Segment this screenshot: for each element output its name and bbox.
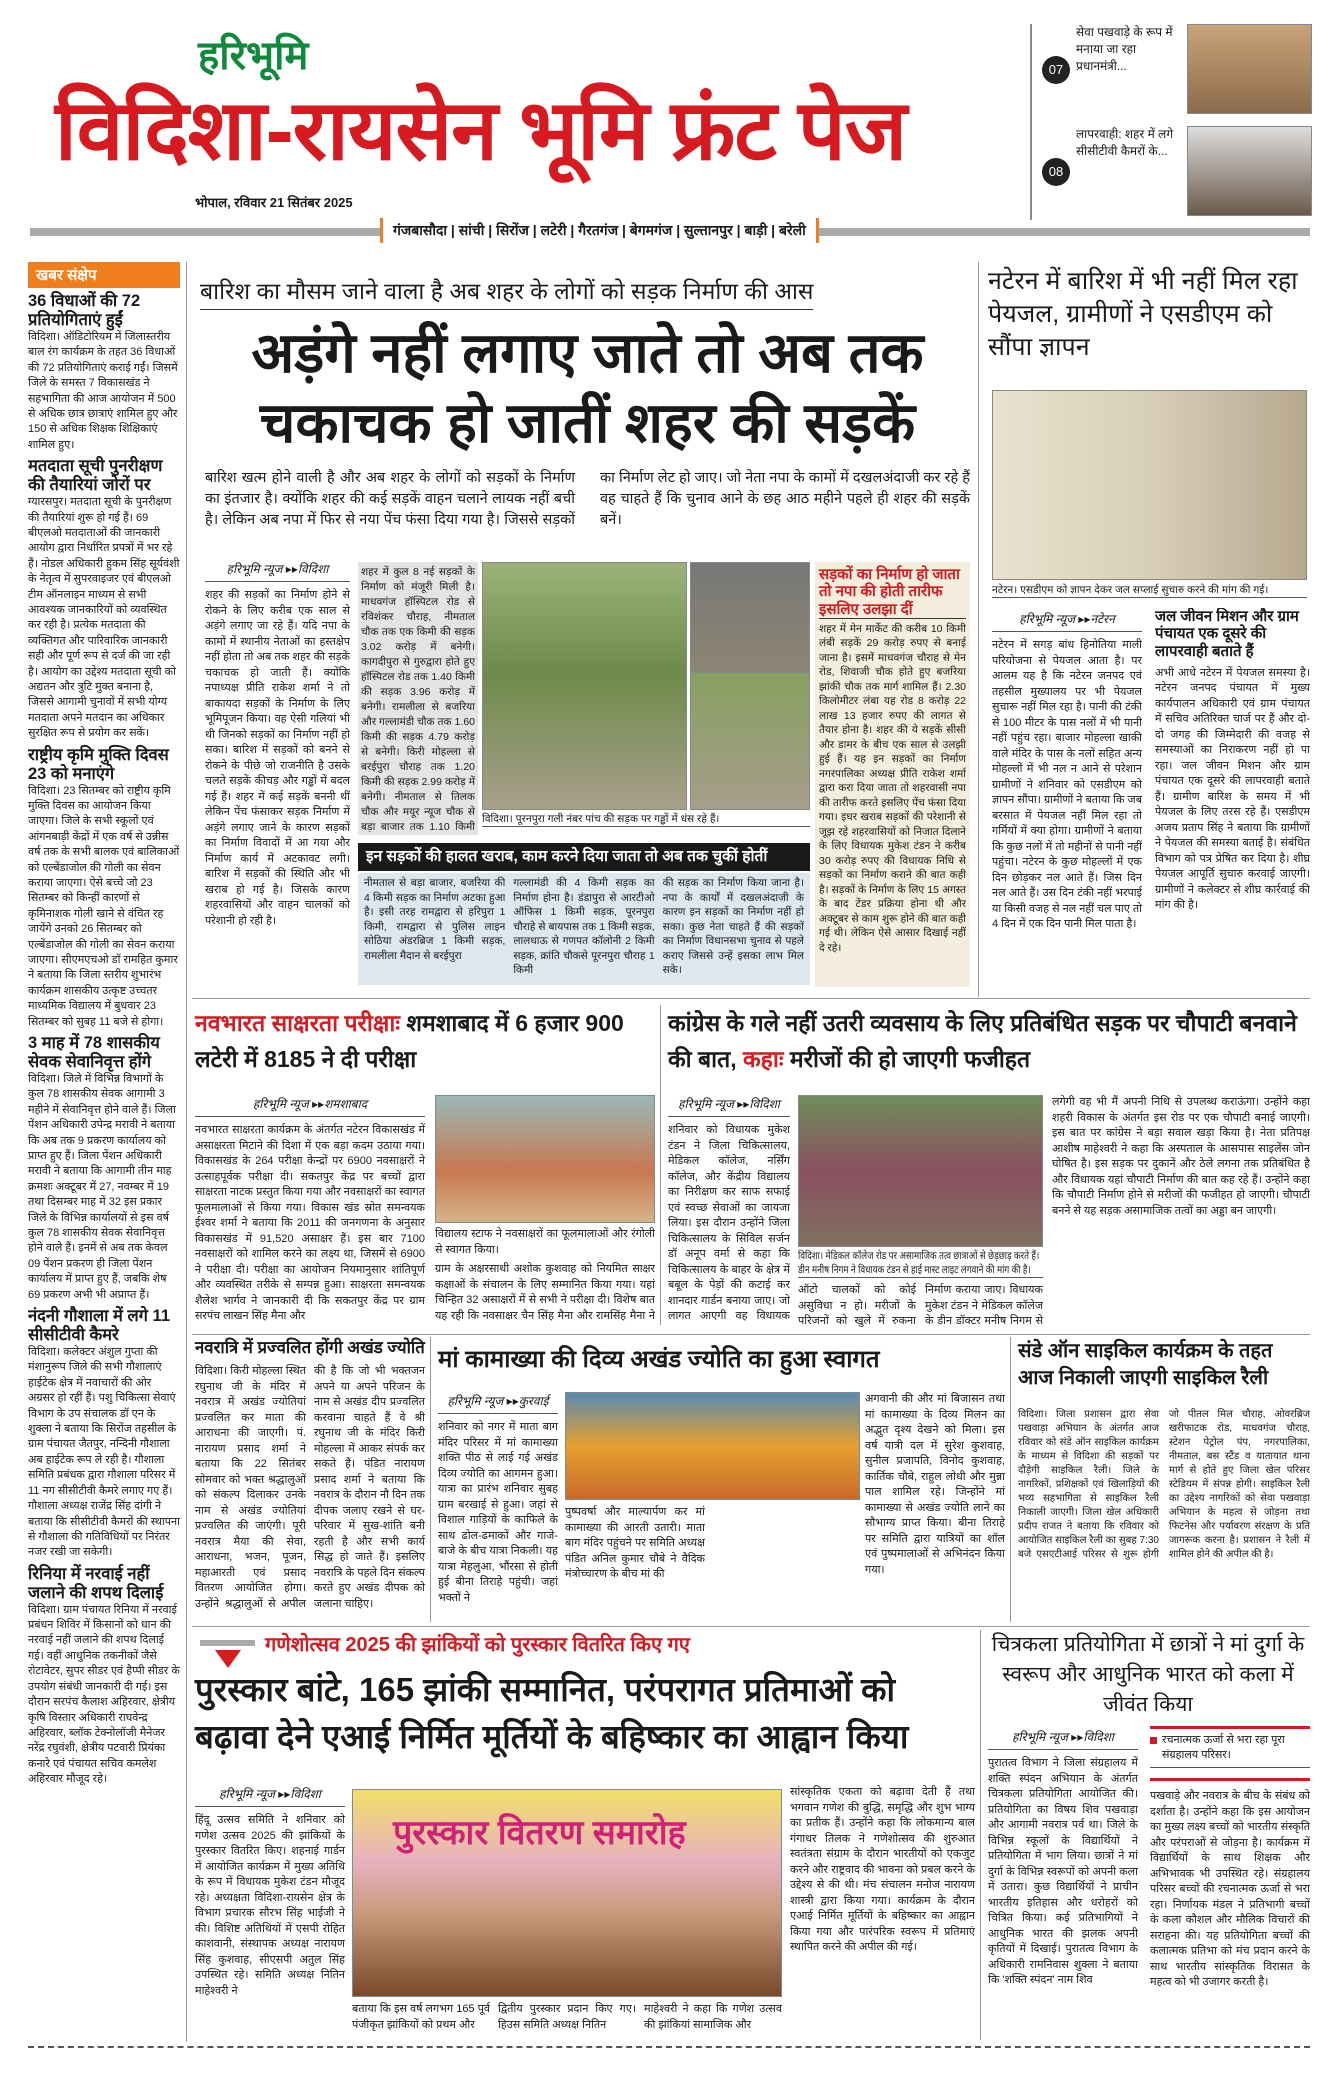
column-divider	[1010, 1337, 1011, 1622]
literacy-body: नवभारत साक्षरता कार्यक्रम के अंतर्गत नटेरन विकासखंड में असाक्षरता मिटाने की दिशा में एक बड़ा कदम उठाया गया। विकासखंड के 264 परीक्षा केन्द्रों पर 6900 नवसाक्षरों ने उत्साहपूर्वक परीक्षा दी। सकतपुर केंद्र पर बच्चों द्वारा साक्षरता नाटक प्रस्तुत किया गया और नवसाक्षरों का स्वागत फूलमालाओं से किया गया। विकास खंड स्रोत समन्वयक ईश्वर शर्मा ने बताया कि 2011 की जनगणना के अनुसार विकासखंड में 91,520 असाक्षर हैं। इस बार 7100 नवसाक्षरों को शामिल करने का लक्ष्य था, जिसमें से 6900 ने परीक्षा दी। परीक्षा का आयोजन नियमानुसार शांतिपूर्ण और व्यवस्थित तरीके से सम्पन्न हुआ। साक्षरता समन्वयक शैलेश भार्गव ने जानकारी दी कि सकतपुर केंद्र पर ग्राम सरपंच लाखन सिंह मैना और	[195, 1124, 425, 1322]
brief-headline[interactable]: रिनिया में नरवाई नहीं जलाने की शपथ दिलाई	[28, 1564, 164, 1602]
analysis-box-headline: सड़कों का निर्माण हो जाता तो नपा की होती तारीफ इसलिए उलझा दीं	[819, 566, 966, 619]
brief-headline[interactable]: 3 माह में 78 शासकीय सेवक सेवानिवृत्त होंगे	[28, 1034, 160, 1072]
teaser-text: लापरवाही: शहर में लगे सीसीटीवी कैमरों के...	[1076, 127, 1174, 158]
brief-body: विदिशा। जिले में विभिन्न विभागों के कुल 78 शासकीय सेवक आगामी 3 महीने में सेवानिवृत्त होने वाले हैं। जिला पेंशन अधिकारी उपेन्द्र मरावी ने बताया कि अब तक 9 प्रकरण कार्यालय को प्राप्त हुए हैं। जिला पेंशन अधिकारी मरावी ने बताया कि आगामी तीन माह क्रमशः अक्टूबर में 27, नवम्बर में 19 तथा दिसम्बर माह में 32 इस प्रकार जिले के विभिन्न कार्यालयों से इस वर्ष कुल 78 शासकीय सेवक सेवानिवृत्त होने वाले हैं। इनमें से अब तक केवल 09 पेंशन प्रकरण ही जिला पेंशन कार्यालय में प्राप्त हुए हैं, जबकि शेष 69 प्रकरण अभी भी अप्राप्त हैं।	[28, 1073, 176, 1301]
inspection-photo	[798, 1095, 1043, 1247]
photo-caption: विदिशा। मेडिकल कॉलेज रोड पर असामाजिक तत्व छात्राओं से छेड़छाड़ करते हैं। डीन मनीष निगम ने विधायक टंडन से हाई मास्ट लाइट लगवाने की मांग की है।	[798, 1249, 1043, 1278]
column-divider	[660, 1005, 661, 1325]
congress-body: निर्माण कराया जाए। विधायक मुकेश टंडन ने मेडिकल कॉलेज के डीन डॉक्टर मनीष निगम से	[925, 1284, 1043, 1327]
separator: |	[767, 222, 779, 238]
analysis-box	[815, 562, 970, 987]
brief-headline[interactable]: राष्ट्रीय कृमि मुक्ति दिवस 23 को मनाएंगे	[28, 745, 169, 783]
chitrakala-body: पुरातत्व विभाग ने जिला संग्रहालय में शक्ति स्पंदन अभियान के अंतर्गत चित्रकला प्रतियोगिता आयोजित की। प्रतियोगिता का विषय शिव पखवाड़ा और आगामी नवरात्र पर्व था। जिले के विभिन्न स्कूलों के विद्यार्थियों ने प्रतियोगिता में भाग लिया। छात्रों ने मां दुर्गा के विभिन्न स्वरूपों को अपनी कला में उतारा। कुछ विद्यार्थियों ने प्राचीन भारतीय इतिहास और धरोहरों को चित्रित किया। कई प्रतिभागियों ने आधुनिक भारत की झलक अपनी कृतियों में दिखाई। पुरातत्व विभाग के अधिकारी रामनिवास शुक्ला ने बताया कि 'शक्ति स्पंदन' नाम शिव	[988, 1757, 1138, 1986]
lead-kicker: बारिश का मौसम जाने वाला है अब शहर के लोगों को सड़क निर्माण की आस	[200, 276, 813, 310]
teaser-photo	[1187, 24, 1312, 114]
damaged-road-photo	[690, 562, 810, 672]
brief-body: ग्यारसपुर। मतदाता सूची के पुनरीक्षण की तैयारियां शुरू हो गई हैं। 69 बीएलओ मतदाताओं की जानकारी आयोग द्वारा निर्धारित प्रपत्रों में भर रहे हैं। नोडल अधिकारी हुकम सिंह सूर्यवंशी के नेतृत्व में सुपरवाइजर एवं बीएलओ टीम ऑनलाइन माध्यम से सभी आवश्यक जानकारियों को व्यवस्थित कर रही है। प्रत्येक मतदाता की व्यक्तिगत और पारिवारिक जानकारी सही और पूर्ण रूप से दर्ज की जा रही है। आयोग का उद्देश्य मतदाता सूची को अद्यतन और त्रुटि मुक्त बनाना है, जिससे आगामी चुनावों में सभी योग्य मतदाता अपने मतदान का अधिकार सुरक्षित रूप से प्रयोग कर सकें।	[28, 496, 180, 740]
roads-banner: इन सड़कों की हालत खराब, काम करने दिया जाता तो अब तक चुकीं होतीं	[366, 848, 768, 865]
teaser-text: सेवा पखवाड़े के रूप में मनाया जा रहा प्रधानमंत्री...	[1076, 25, 1173, 73]
road-pothole-photo	[482, 562, 687, 810]
kamakhya-headline[interactable]: मां कामाख्या की दिव्य अखंड ज्योति का हुआ स्वागत	[438, 1346, 880, 1373]
headline-text: कांग्रेस के गले नहीं उतरी व्यवसाय के लिए प्रतिबंधित सड़क पर चौपाटी बनवाने की बात,	[668, 1010, 1297, 1072]
congress-body: शनिवार को विधायक मुकेश टंडन ने जिला चिकित्सालय, मेडिकल कॉलेज, नर्सिंग कॉलेज, और केंद्रीय विद्यालय का निरीक्षण कर साफ सफाई एवं स्वच्छ सेवाओं का जायजा लिया। इस दौरान उन्होंने जिला चिकित्सालय के सिविल सर्जन डॉ अनूप वर्मा से कहा कि चिकित्सालय के बाहर के क्षेत्र में बबूल के पेड़ों की कटाई कर शानदार गार्डन बनाया जाए। जो लागत आएगी वह विधायक	[668, 1124, 790, 1322]
separator: |	[528, 222, 541, 238]
brief-headline[interactable]: मतदाता सूची पुनरीक्षण की तैयारियां जोरों पर	[28, 457, 163, 495]
brief-body: विदिशा। कलेक्टर अंशुल गुप्ता की मंशानुरूप जिले की सभी गौशालाएं हाईटेक क्षेत्र में नवाचारों की ओर अग्रसर हो रहीं हैं। पशु चिकित्सा सेवाएं विभाग के उप संचालक डॉ एन के शुक्ला ने बताया कि सिरोंज तहसील के ग्राम पंचायत जैतपुर, नन्दिनी गौशाला अब हाईटेक रूप ले रही है। गौशाला समिति प्रबंधक द्वारा गौशाला परिसर में 11 नग सीसीटीवी कैमरे लगाए गए हैं। गौशाला अध्यक्ष राजेंद्र सिंह दांगी ने बताया कि सीसीटीवी कैमरों की स्थापना से गौशाला की गतिविधियों पर निरंतर नजर रखी जा सकेगी।	[28, 1346, 180, 1559]
memorandum-photo	[992, 390, 1307, 580]
page-footer-rule	[28, 2046, 1310, 2048]
brief-headline[interactable]: नंदनी गौशाला में लगे 11 सीसीटीवी कैमरे	[28, 1307, 170, 1345]
brief-headline[interactable]: 36 विधाओं की 72 प्रतियोगिताएं हुईं	[28, 292, 141, 329]
pull-quote-text: रचनात्मक ऊर्जा से भरा रहा पूरा संग्रहालय परिसर।	[1162, 1734, 1285, 1761]
congress-body: लगेगी वह भी मैं अपनी निधि से उपलब्ध कराऊंगा। उन्होंने कहा शहरी विकास के अंतर्गत इस रोड पर एक चौपाटी बनाई जाएगी। इस बात पर कांग्रेस ने बड़ा सवाल खड़ा किया है। नेता प्रतिपक्ष आशीष माहेश्वरी ने कहा कि अस्पताल के आसपास साइलेंस जोन घोषित है। इस सड़क पर दुकानें और ठेले लगना तक प्रतिबंधित है और विधायक यहां चौपाटी निर्माण की बात कह रहे हैं। उन्होंने कहा कि चौपाटी निर्माण होने से मरीजों की फजीहत हो जाएगी। चौपाटी बनने से यह सड़क असामाजिक तत्वों का अड्डा बन जाएगी।	[1052, 1096, 1310, 1217]
chevron-icon	[200, 1640, 255, 1646]
roads-sidebox: शहर में कुल 8 नई सड़कों के निर्माण को मंजूरी मिली है। माधवगंज हॉस्पिटल रोड से रविशंकर चौराह, नीमताल चौक तक एक किमी की सड़क 3.02 करोड़ में बनेगी। कागदीपुरा से गुरुद्वारा होते हुए हॉस्पिटल रोड तक 1.40 किमी की सड़क 3.96 करोड़ में बनेगी। रामलीला से बजरिया और गल्लामंडी चौक तक 1.60 किमी की सड़क 4.79 करोड़ से बनेगी। किरी मोहल्ला से बरईपुरा चौराह तक 1.20 किमी की सड़क 2.99 करोड़ में बनेगी। नीमताल से तिलक चौक और मयूर न्यूज चौक से बड़ा बाजार तक 1.10 किमी	[358, 562, 478, 835]
kamakhya-body: शनिवार को नगर में माता बाग मंदिर परिसर में मां कामाख्या शक्ति पीठ से लाई गई अखंड दिव्य ज्योति का आगमन हुआ। यात्रा का प्रारंभ शनिवार सुबह ग्राम बरखाई से हुआ। जहां से विशाल गाड़ियों के काफिले के साथ ढोल-ढमाकों और गाजे-बाजे के बीच यात्रा निकली। यह यात्रा मेहलुआ, भौंरसा से होती हुई बीना तिराहे पहुंची। जहां भक्तों ने	[438, 1421, 558, 1604]
nateran-headline[interactable]: नटेरन में बारिश में भी नहीं मिल रहा पेयजल, ग्रामीणों ने एसडीएम को सौंपा ज्ञापन	[988, 267, 1298, 361]
locality-link[interactable]: गैरतगंज	[578, 222, 619, 238]
column-divider	[430, 1337, 431, 1622]
headline-text: शमशाबाद में 6 हजार 900 लटेरी में 8185 ने दी परीक्षा	[195, 1010, 624, 1072]
masthead-logo[interactable]: हरिभूमि	[198, 34, 309, 78]
photo-caption: विद्यालय स्टाफ ने नवसाक्षरों का फूलमालाओं और रंगोली से स्वागत किया।	[435, 1228, 655, 1256]
pull-quote	[1150, 1726, 1310, 2040]
photo-caption: विदिशा। पूरनपुरा गली नंबर पांच की सड़क पर गड्ढों में धंस रहे हैं।	[482, 812, 810, 827]
locality-link[interactable]: सिरोंज	[496, 222, 529, 238]
brief-body: विदिशा। 23 सितम्बर को राष्ट्रीय कृमि मुक्ति दिवस का आयोजन किया जाएगा। जिले के सभी स्कूलों एवं आंगनबाड़ी केंद्रों में एक वर्ष से उन्नीस वर्ष तक के सभी बालक एवं बालिकाओं को एल्बेंडाजोल की गोली का सेवन कराया जाएगा। ऐसे बच्चे जो 23 सितम्बर को किन्हीं कारणों से कृमिनाशक गोली खाने से वंचित रह जायेंगे उनको 26 सितम्बर को एल्बेंडाजोल की गोली का सेवन कराया जाएगा। सीएमएचओ डॉ रामहित कुमार ने बताया कि जिला स्तरीय शुभारंभ कार्यक्रम शासकीय उत्कृष्ट उच्चतर माध्यमिक विद्यालय में बुधवार 23 सितम्बर को सुबह 11 बजे से होगा।	[28, 784, 180, 1028]
analysis-box-body: शहर में मेन मार्केट की करीब 10 किमी लंबी सड़कें 29 करोड़ रुपए से बनाई जाना है। इसमें माधवगंज चौराह से मेन रोड, शिवाजी चौक होते हुए बजरिया झांकी चौक तक मार्ग शामिल हैं। 2.30 किलोमीटर लंबा यह रोड 8 करोड़ 22 लाख 13 हजार रुपए की लागत से तैयार होना है। शहर की ये सड़कें सीसी और डामर के बीच एक साल से उलझी हुई हैं। यह इन सड़कों का निर्माण नगरपालिका अध्यक्ष प्रीति राकेश शर्मा द्वारा करा दिया जाता तो शहरवासी नपा की तारीफ करते इसलिए पेंच फंसा दिया गया। इधर खराब सड़कों की परेशानी से जूझ रहे शहरवासियों को निजात दिलाने के लिए विधायक मुकेश टंडन ने करीब 30 करोड़ रुपए की विधायक निधि से सड़कों का निर्माण कराने की बात कही है। सड़कों के निर्माण के लिए 15 अगस्त के बाद टेंडर प्रक्रिया होना थी और अक्टूबर से काम शुरू होने की बात कही गई थी। लेकिन ऐसे आसार दिखाई नहीं दे रहे।	[819, 622, 966, 954]
teaser-photo	[1187, 126, 1312, 216]
lead-headline[interactable]: अड़ंगे नहीं लगाए जाते तो अब तक चकाचक हो जातीं शहर की सड़कें	[251, 321, 924, 454]
ganesh-body: बताया कि इस वर्ष लगभग 165 पूर्व पंजीकृत झांकियों को प्रथम और	[352, 2003, 490, 2031]
nateran-body: नटेरन में सगड़ बांध हिनोतिया माली परियोजना से पेयजल आता है। पर आलम यह है कि नटेरन जनपद एवं तहसील मुख्यालय पर भी पेयजल सुचारू नहीं मिल रहा है। पानी की टंकी से 100 मीटर के पास नलों में भी पानी नहीं पहुंच रहा। बाजार मोहल्ला खाकी वाले मंदिर के पास के नलों सहित अन्य मोहल्लों में भी नल न आने से परेशान ग्रामीणों ने शनिवार को एसडीएम को ज्ञापन सौंपा। ग्रामीणों ने बताया कि जब बरसात में पेयजल नहीं मिल रहा तो गर्मियों में क्या होगा। ग्रामीणों ने बताया कि कुछ नलों में तो महीनों से पानी नहीं पहुंचा। नटेरन के कुछ मोहल्लों में एक दिन छोड़कर नल आते हैं। जिस दिन नल आते हैं। उस दिन टंकी नहीं भरपाई या किसी वजह से नल नहीं चल पाए तो 4 दिन में एक दिन पानी मिल पाता है।	[992, 639, 1142, 930]
byline: हरिभूमि न्यूज ▸▸विदिशा	[668, 1095, 790, 1117]
page-title: विदिशा-रायसेन भूमि फ्रंट पेज	[55, 83, 907, 177]
photo-caption: नटेरन। एसडीएम को ज्ञापन देकर जल सप्लाई सुचारु करने की मांग की गई।	[992, 583, 1307, 598]
separator: |	[447, 222, 459, 238]
page-number-badge: 07	[1042, 56, 1070, 84]
teaser-07[interactable]	[1042, 24, 1312, 118]
brief-body: विदिशा। ऑडिटोरियम में जिलास्तरीय बाल रंग कार्यक्रम के तहत 36 विधाओं की 72 प्रतियोगिताएं कराई गईं। जिसमें जिले के समस्त 7 विकासखंड ने सहभागिता की आज आयोजन में 500 से अधिक छात्र छात्राएं शामिल हुए और 150 से अधिक शिक्षक शिक्षिकाएं शामिल हुए।	[28, 330, 178, 451]
divider	[192, 1334, 1310, 1335]
locality-link[interactable]: लटेरी	[540, 222, 567, 238]
nateran-body: अभी आधे नटेरन में पेयजल समस्या है। नटेरन जनपद पंचायत में मुख्य कार्यपालन अधिकारी एवं ग्राम पंचायत में सचिव अतिरिक्त चार्ज पर हैं और दो-दो जगह की जिम्मेदारी की वजह से समस्याओं का निराकरण नहीं हो पा रहा। जल जीवन मिशन और ग्राम पंचायत एक दूसरे की लापरवाही बताते हैं। ग्रामीण बारिश के समय में भी पेयजल के लिए तरस रहे हैं। एसडीएम अजय प्रताप सिंह ने बताया कि ग्रामीणों ने पेयजल की समस्या बताई है। संबंधित विभाग को पत्र प्रेषित कर दिया है। शीघ्र पेयजल आपूर्ति सुचारु करवाई जाएगी। ग्रामीणों ने कलेक्टर से शीघ्र कार्रवाई की मांग की है।	[1155, 666, 1310, 912]
teasers	[1030, 24, 1315, 220]
ganesh-body: सांस्कृतिक एकता को बढ़ावा देती हैं तथा भगवान गणेश की बुद्धि, समृद्धि और शुभ भाग्य का प्रतीक हैं। उन्होंने कहा कि लोकमान्य बाल गंगाधर तिलक ने गणेशोत्सव की शुरुआत स्वतंत्रता संग्राम के दौरान भारतीयों को एकजुट करने और राष्ट्रवाद की भावना को प्रबल करने के उद्देश्य से की थी। मंच संचालन मनोज नारायण शास्त्री द्वारा किया गया। कार्यक्रम के दौरान एआई निर्मित मूर्तियों के बहिष्कार का आह्वान किया गया और पारंपरिक स्वरूप में प्रतिमाएं स्थापित करने की अपील की गई।	[790, 1786, 975, 1953]
roads-list-col: की सड़क का निर्माण किया जाना है। नपा के कार्यों में दखलअंदाजी के कारण इन सड़कों का निर्माण नहीं हो सका। कुछ नेता चाहते हैं की सड़कों का निर्माण विधानसभा चुनाव से पहले कराए जिससे उन्हें इसका लाभ मिल सके।	[662, 877, 804, 976]
roads-list-col: गल्लामंडी की 4 किमी सड़क का निर्माण होना है। डंडापुरा से आरटीओ ऑफिस 1 किमी सड़क, पूरनपुरा चौराहे से बायपास तक 1 किमी सड़क, लालधाऊ से गणपत कॉलोनी 2 किमी सड़क, क्रांति चौकसे पूरनपुरा चौराह 1 किमी	[513, 877, 655, 976]
congress-body: ऑटो चालकों को कोई असुविधा न हो। मरीजों के परिजनों को खुले में रुकना	[798, 1284, 916, 1327]
page-number-badge: 08	[1042, 158, 1070, 186]
news-briefs-column	[28, 262, 180, 2042]
divider	[192, 1626, 1310, 1627]
nateran-subhead: जल जीवन मिशन और ग्राम पंचायत एक दूसरे की लापरवाही बताते हैं	[1155, 608, 1299, 660]
teaser-08[interactable]	[1042, 126, 1312, 220]
literacy-body: ग्राम के अक्षरसाथी अशोक कुशवाह को नियमित साक्षर कक्षाओं के संचालन के लिए सम्मानित किया गया। यहां चिन्हित 32 असाक्षरों में से सभी ने परीक्षा दी। विशेष बात यह रही कि नवसाक्षर चैन सिंह मैना और रामसिंह मैना ने	[435, 1263, 655, 1322]
roads-list	[358, 873, 810, 985]
headline-label: कहाः	[743, 1046, 784, 1072]
ceremony-banner-text: पुरस्कार वितरण समारोह	[393, 1814, 686, 1852]
ganesh-headline[interactable]: पुरस्कार बांटे, 165 झांकी सम्मानित, परंपरागत प्रतिमाओं को बढ़ावा देने एआई निर्मित मूर्तियों के बहिष्कार का आह्वान किया	[195, 1671, 909, 1755]
literacy-headline[interactable]	[195, 1005, 655, 1077]
locality-nav	[380, 218, 819, 243]
column-divider	[980, 1630, 981, 2040]
divider	[192, 998, 1310, 999]
roads-list-col: नीमताल से बड़ा बाजार, बजरिया की 4 किमी सड़क का निर्माण अटका हुआ है। इसी तरह रामद्वारा से हरिपुरा 1 किमी, रामद्वारा से पुलिस लाइन सोठिया अंडरब्रिज 1 किमी सड़क, रामलीला मैदान से बरईपुरा	[364, 877, 506, 962]
navratri-headline[interactable]: नवरात्रि में प्रज्वलित होंगी अखंड ज्योति	[195, 1338, 425, 1357]
chitrakala-body: पखवाड़े और नवरात्र के बीच के संबंध को दर्शाता है। उन्होंने कहा कि इस आयोजन का मुख्य लक्ष्य बच्चों को भारतीय संस्कृति और परंपराओं से जोड़ना है। कार्यक्रम में विद्यार्थियों के साथ शिक्षक और अभिभावक भी उपस्थित रहे। संग्रहालय परिसर बच्चों की रचनात्मक ऊर्जा से भरा रहा। निर्णायक मंडल ने प्रतिभागी बच्चों के कला कौशल और मौलिक विचारों की सराहना की। यह प्रतियोगिता बच्चों की कलात्मक प्रतिभा को मंच प्रदान करने के साथ भारतीय सांस्कृतिक विरासत के महत्व को भी उजागर करती है।	[1150, 1790, 1310, 1988]
byline: हरिभूमि न्यूज ▸▸विदिशा	[205, 560, 350, 582]
jyoti-procession-photo	[565, 1392, 860, 1500]
byline: हरिभूमि न्यूज ▸▸विदिशा	[195, 1785, 345, 1807]
brief-body: विदिशा। ग्राम पंचायत रिनिया में नरवाई प्रबंधन शिविर में किसानों को धान की नरवाई नहीं जलाने की शपथ दिलाई गई। वहीं आधुनिक तकनीकों जैसे रोटावेटर, सुपर सीडर एवं हैप्पी सीडर के उपयोग संबंधी जानकारी दी गई। इस दौरान सरपंच कैलाश अहिरवार, क्षेत्रीय कृषि विस्तार अधिकारी राघवेन्द्र अहिरवार, ब्लॉक टेक्नोलॉजी मैनेजर नरेंद्र रघुवंशी, क्षेत्रीय पटवारी प्रियंका कनारे एवं पंचायत सचिव कमलेश अहिरवार मौजूद रहे।	[28, 1603, 180, 1786]
separator: |	[732, 222, 745, 238]
locality-link[interactable]: सुल्तानपुर	[684, 222, 733, 238]
kamakhya-body: अगवानी की और मां बिजासन तथा मां कामाख्या के दिव्य मिलन का अद्भुत दृश्य देखने को मिला। इस वर्ष यात्री दल में सुरेश कुशवाह, सुनील प्रजापति, विनोद कुशवाह, कार्तिक चौबे, राहुल लोधी और मुन्ना पाल शामिल रहे। जिन्होंने मां कामाख्या से अखंड ज्योति लाने का सौभाग्य प्राप्त किया। बीना तिराहे पर समिति द्वारा यात्रियों का शॉल एवं पुष्पमालाओं से अभिनंदन किया गया।	[865, 1393, 1005, 1576]
exam-photo	[435, 1095, 655, 1223]
column-divider	[186, 262, 187, 2042]
locality-link[interactable]: गंजबासौदा	[393, 222, 448, 238]
kamakhya-body: पुष्पवर्षा और माल्यार्पण कर मां कामाख्या की आरती उतारी। माता बाग मंदिर पहुंचने पर समिति अध्यक्ष पंडित अनिल कुमार चौबे ने वैदिक मंत्रोच्चारण के बीच मां की	[565, 1506, 705, 1580]
ganesh-kicker: गणेशोत्सव 2025 की झांकियों को पुरस्कार वितरित किए गए	[265, 1634, 690, 1656]
separator: |	[672, 222, 685, 238]
bullet-icon	[1150, 1737, 1157, 1744]
headline-text: मरीजों की हो जाएगी फजीहत	[789, 1046, 1031, 1072]
column-divider	[978, 262, 979, 997]
ganesh-body: माहेश्वरी ने कहा कि गणेश उत्सव की झांकियां सामाजिक और	[644, 2003, 782, 2031]
briefs-tag: खबर संक्षेप	[28, 262, 180, 288]
separator: |	[484, 222, 497, 238]
locality-link[interactable]: बेगमगंज	[629, 222, 673, 238]
separator: |	[566, 222, 579, 238]
chitrakala-headline[interactable]: चित्रकला प्रतियोगिता में छात्रों ने मां दुर्गा के स्वरूप और आधुनिक भारत को कला में जीवंत किया	[991, 1633, 1305, 1716]
navratri-body: विदिशा। किरी मोहल्ला स्थित रघुनाथ जी के मंदिर में नवरात्र में अखंड ज्योतियां प्रज्वलित कर माता की आराधना की जाएगी। पं. नारायण प्रसाद शर्मा ने बताया कि 22 सितंबर सोमवार को भक्त श्रद्धालुओं को संकल्प दिलाकर उनके नाम से अखंड ज्योतियां प्रज्वलित की जाएंगी। पूरी नवरात्र मैया की सेवा, आराधना, भजन, पूजन, महाआरती एवं प्रसाद वितरण आयोजित होगा। उन्होंने श्रद्धालुओं से अपील की है कि जो भी भक्तजन अपने या अपने परिजन के नाम से अखंड दीप प्रज्वलित करवाना चाहते हैं वे श्री रघुनाथ जी के मंदिर किरी मोहल्ला में आकर संपर्क कर सकते हैं। पंडित नारायण प्रसाद शर्मा ने बताया कि नवरात्र के दौरान नौ दिन तक दीपक जलाए रखने से घर-परिवार में सुख-शांति बनी रहती है और सभी कार्य सिद्ध हो जाते हैं। इसलिए नवरात्रि के पहले दिन संकल्प करते हुए अखंड दीपक को जलाना चाहिए।	[195, 1365, 425, 1610]
congress-headline[interactable]	[668, 1005, 1310, 1077]
separator: |	[618, 222, 630, 238]
cycle-rally-headline[interactable]: संडे ऑन साइकिल कार्यक्रम के तहत आज निकाली जाएगी साइकिल रैली	[1018, 1340, 1273, 1389]
cycle-rally-body: विदिशा। जिला प्रशासन द्वारा सेवा पखवाड़ा अभियान के अंतर्गत आज रविवार को संडे ऑन साइकिल कार्यक्रम के माध्यम से विदिशा की सड़कों पर दौड़ेगी साइकिल रैली। जिले के नागरिकों, प्रशिक्षकों एवं खिलाड़ियों की भव्य सहभागिता से साइकिल रैली निकाली जाएगी। जिला खेल अधिकारी प्रदीप राजत ने बताया कि रविवार को आयोजित साइकिल रैली का सुबह 7:30 बजे एसएटीआई परिसर से शुरू होगी जो पीतल मिल चौराह, ओवरब्रिज खरीफाटक रोड, माधवगंज चौराह, स्टेशन पेट्रोल पंप, नगरपालिका, नीमताल, बस स्टैंड व यातायात थाना मार्ग से होते हुए जिला खेल परिसर स्टेडियम में संपन्न होगी। साइकिल रैली का उद्देश्य नागरिकों को सेवा पखवाड़ा अभियान के महत्व से जोड़ना तथा फिटनेस और पर्यावरण संरक्षण के प्रति जागरूक करना है। प्रशासन ने रैली में शामिल होने की अपील की है।	[1018, 1409, 1310, 1560]
dateline: भोपाल, रविवार 21 सितंबर 2025	[195, 195, 353, 210]
byline: हरिभूमि न्यूज ▸▸नटेरन	[992, 610, 1142, 632]
locality-link[interactable]: बरेली	[778, 222, 806, 238]
byline: हरिभूमि न्यूज ▸▸विदिशा	[988, 1728, 1138, 1750]
locality-link[interactable]: सांची	[458, 222, 485, 238]
road-photo-2	[690, 672, 810, 810]
locality-link[interactable]: बाड़ी	[744, 222, 768, 238]
byline: हरिभूमि न्यूज ▸▸शमशाबाद	[195, 1095, 425, 1117]
byline: हरिभूमि न्यूज ▸▸कुरवाई	[438, 1392, 558, 1414]
award-ceremony-photo	[352, 1789, 782, 1997]
lead-body: शहर की सड़कों का निर्माण होने से रोकने के लिए करीब एक साल से अड़ंगे लगाए जा रहे हैं। यदि नपा के कामों में स्थानीय नेताओं का हस्तक्षेप नहीं होता तो अब तक शहर की सड़कें चकाचक हो जाती हैं। क्योंकि नपाध्यक्ष प्रीति राकेश शर्मा ने तो बाकायदा सड़कों के निर्माण के लिए भूमिपूजन किया। वह ऐसी गलियां भी थी जिनको सड़कों का निर्माण नहीं हो सका। बारिश में सड़कों को बनने से रोकने के पीछे जो राजनीति है उसके चलते सड़कें कीचड़ और गड्ढों में बदल गई हैं। शहर में कई सड़कें बननी थीं लेकिन पेंच फंसाकर सड़क निर्माण में अड़ंगे लगाए जाने के कारण सड़कों का निर्माण विवादों में आ गया और निर्माण कार्य में अटकावट लगी। बारिश में सड़कों की स्थिति और भी खराब हो गई है। जिसके कारण शहरवासियों और वाहन चालकों को परेशानी हो रही है।	[205, 589, 350, 927]
ganesh-body: हिंदू उत्सव समिति ने शनिवार को गणेश उत्सव 2025 की झांकियों के पुरस्कार वितरित किए। शहनाई गार्डन में आयोजित कार्यक्रम में मुख्य अतिथि के रूप में विधायक मुकेश टंडन मौजूद रहे। अध्यक्षता विदिशा-रायसेन क्षेत्र के विभाग प्रचारक सौरभ सिंह भाईजी ने की। विशिष्ट अतिथियों में एसपी रोहित काशवानी, संस्थापक अध्यक्ष नारायण सिंह कुशवाह, सीएसपी अतुल सिंह उपस्थित रहे। समिति अध्यक्ष नितिन माहेश्वरी ने	[195, 1814, 345, 1997]
headline-label: नवभारत साक्षरता परीक्षाः	[195, 1010, 400, 1036]
lead-intro: बारिश खत्म होने वाली है और अब शहर के लोगों को सड़कों के निर्माण का इंतजार है। क्योंकि शहर की कई सड़कें वाहन चलाने लायक नहीं बची है। लेकिन अब नपा में फिर से नया पेंच फंसा दिया गया है। जिससे सड़कों का निर्माण लेट हो जाए। जो नेता नपा के कामों में दखलअंदाजी कर रहे हैं वह चाहते हैं कि चुनाव आने के छह आठ महीने पहले ही शहर की सड़कें बनें।	[205, 470, 970, 528]
ganesh-body: द्वितीय पुरस्कार प्रदान किए गए। हिउस समिति अध्यक्ष नितिन	[498, 2003, 636, 2031]
